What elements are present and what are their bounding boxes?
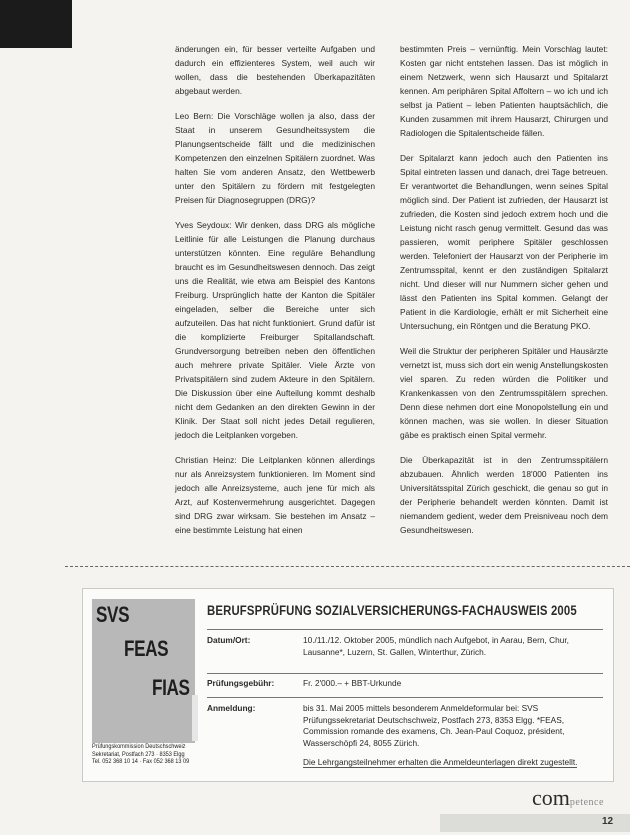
brand-sub: petence: [569, 797, 604, 808]
logo-svs-text: SVS: [96, 602, 130, 627]
ad-label: Anmeldung:: [207, 703, 256, 713]
article-paragraph: Yves Seydoux: Wir denken, dass DRG als mögliche Leitlinie für alle Leistungen die Planung durchaus unterstützen könnten. Eine reguläre Behandlung braucht es im Gesundheitswesen dennoch. Das zeigt uns die Realität, wie etwa am Beispiel des Kantons Freiburg. Ursprünglich hatte der Kanton die Spitäler eingeladen, selber die Bereiche unter sich aufzuteilen. Das hat nicht funktioniert. Grund dafür ist die komplizierte Freiburger Spitallandschaft. Grundversorgung betreiben neben den öffentlichen auch mehrere private Spitäler. Viele Ärzte von Privatspitälern sind zudem Akteure in den Spitälern. Die Diskussion über eine Aufteilung kommt deshalb nicht dem Gedanken an den direkten Gewinn in der Klinik. Der Staat soll nicht jedes Detail regulieren, jedoch die Leitplanken vorgeben.: [175, 220, 375, 440]
article-paragraph: Christian Heinz: Die Leitplanken können allerdings nur als Anreizsystem funktionieren. Im Moment sind jedoch alle Anreizsysteme, auch jene für mich als Arzt, auf Kostenvermehrung ausgerichtet. Dagegen sind DRG zwar wirksam. Sie bestehen im Ansatz – eine bestimmte Leistung hat einen: [175, 455, 375, 535]
logo-fias-text: FIAS: [152, 675, 190, 700]
ad-label: Prüfungsgebühr:: [207, 678, 275, 688]
article-right-column: [400, 42, 608, 548]
svs-logo: [92, 599, 195, 743]
ad-value: bis 31. Mai 2005 mittels besonderem Anmeldeformular bei: SVS Prüfungssekretariat Deutschschweiz, Postfach 273, 8353 Elgg. *FEAS, Commission romande des examens, Ch. Jean-Paul Coquoz, président, Wasserschöpfi 24, 8055 Zürich.: [303, 703, 565, 748]
ad-rule: [207, 629, 603, 630]
article-left-column: [175, 42, 375, 548]
article-paragraph: Die Überkapazität ist in den Zentrumsspitälern abzubauen. Ähnlich werden 18'000 Patienten ins Universitätsspital Zürich geschickt, die genau so gut in der Peripherie behandelt werden könnten. Damit ist niemandem gedient, weder dem Preisniveau noch dem Gesundheitswesen.: [400, 455, 608, 535]
ad-rule: [207, 673, 603, 674]
ad-rule: [207, 697, 603, 698]
advertisement: [82, 588, 614, 782]
ad-divider: [65, 566, 630, 567]
competence-logo: [532, 785, 604, 811]
ad-value: 10./11./12. Oktober 2005, mündlich nach Aufgebot, in Aarau, Bern, Chur, Lausanne*, Luzern, St. Gallen, Winterthur, Zürich.: [303, 635, 569, 657]
article-paragraph: Der Spitalarzt kann jedoch auch den Patienten ins Spital eintreten lassen und danach, drei Tage betreuen. Er verantwortet die Behandlungen, wenn seines Spital möglich sind. Der Patient ist zufrieden, der Hausarzt ist zufrieden, die Kosten sind jedoch extrem hoch und die Leistung nicht rasch genug vermittelt. Gesund das was passieren, womit periphere Spitäler geschlossen werden. Telefoniert der Hausarzt von der Peripherie im Zentrumsspital, kennt er den zuständigen Spitalarzt nicht. Und dieser will nur Nummern sicher gehen und lässt den Patienten ins Spital kommen. Gelangt der Patient in die Kardiologie, erhält er mit Sicherheit eine Untersuchung, ein Röntgen und die Beratung PKO.: [400, 153, 608, 331]
article-paragraph: Leo Bern: Die Vorschläge wollen ja also, dass der Staat in unserem Gesundheitssystem die Planungsentscheide fällt und die medizinischen Kompetenzen den einzelnen Spitälern zuordnet. Was halten Sie vom anderen Ansatz, den Wettbewerb unter den Spitälern zu fördern mit festgelegten Preisen für Diagnosegruppen (DRG)?: [175, 111, 375, 205]
ad-label: Datum/Ort:: [207, 635, 251, 645]
logo-feas-text: FEAS: [124, 636, 169, 661]
ad-footer-note: Die Lehrgangsteilnehmer erhalten die Anmeldeunterlagen direkt zugestellt.: [303, 757, 578, 767]
ad-contact: [92, 743, 196, 766]
article-paragraph: änderungen ein, für besser verteilte Aufgaben und dadurch ein effizienteres System, weil auch wir wollen, dass die bestehenden Überkapazitäten abgebaut werden.: [175, 44, 375, 96]
article-paragraph: Weil die Struktur der peripheren Spitäler und Hausärzte vernetzt ist, muss sich dort ein wenig Anstellungskosten viel sparen. Zu reden würden die Politiker und Krankenkassen von den Zentrumsspitälern sprechen. Denn diese nehmen dort eine Monopolstellung ein und können machen, was sie wollen. In dieser Situation gäbe es praktisch einen Spital vermehr.: [400, 346, 608, 440]
page-number: 12: [602, 816, 614, 827]
ad-contact-line: Sekretariat, Postfach 273 · 8353 Elgg: [92, 750, 185, 758]
corner-mark: [0, 0, 72, 48]
logo-stripe: [192, 695, 198, 741]
ad-value: Fr. 2'000.– + BBT-Urkunde: [303, 678, 402, 688]
ad-contact-line: Prüfungskommission Deutschschweiz: [92, 743, 186, 750]
brand-main: com: [532, 785, 570, 810]
ad-contact-line: Tel. 052 368 10 14 · Fax 052 368 13 09: [92, 758, 190, 766]
ad-title: BERUFSPRÜFUNG SOZIALVERSICHERUNGS-FACHAUSWEIS 2005: [207, 603, 577, 618]
article-paragraph: bestimmten Preis – vernünftig. Mein Vorschlag lautet: Kosten gar nicht entstehen lassen. Das ist möglich in einem Netzwerk, wenn sich Hausarzt und Spitalarzt kennen. Am periphären Spital Affoltern – wo ich und ich selbst ja Patient – leben Patienten hauptsächlich, die Kunden zusammen mit ihrem Hausarzt, Chirurgen und Radiologen die Spitalentscheide fällen.: [400, 44, 608, 138]
